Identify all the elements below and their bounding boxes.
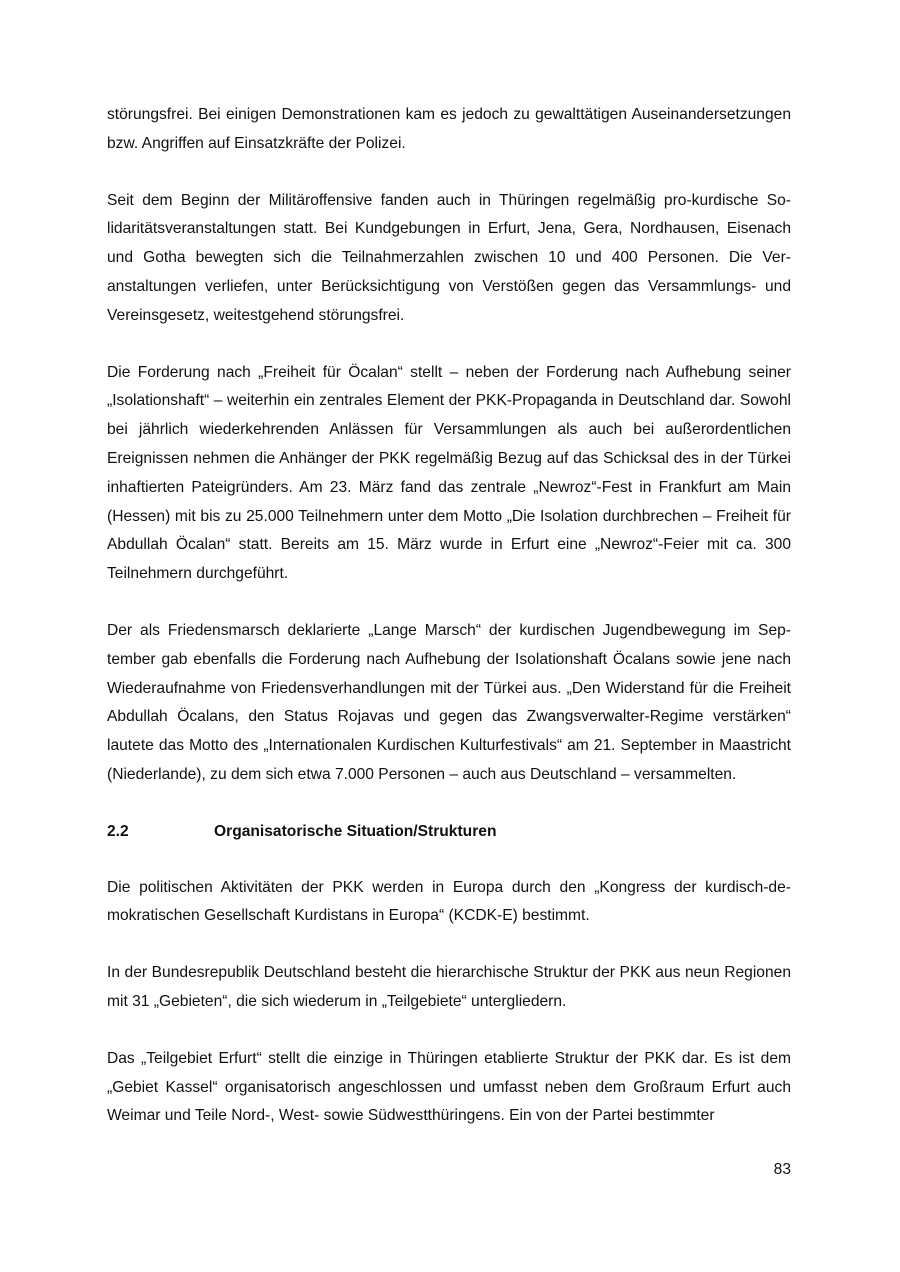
paragraph-7: Das „Teilgebiet Erfurt“ stellt die einzige in Thüringen etablierte Struktur der PKK dar. Es ist dem „Gebiet Kassel“ organisatorisch angeschlossen und umfasst neben dem Großraum Erfurt auch Weimar und Teile Nord-, West- sowie Südwestthüringens. Ein von der Partei bestimmter xyxy=(107,1049,791,1125)
paragraph-6: In der Bundesrepublik Deutschland besteht die hierarchische Struktur der PKK aus neun Regionen mit 31 „Gebieten“, die sich wiederum in „Teilgebiete“ untergliedern. xyxy=(107,964,791,1010)
page-number: 83 xyxy=(773,1161,791,1178)
document-page xyxy=(107,101,791,1159)
paragraph-3: Die Forderung nach „Freiheit für Öcalan“ stellt – neben der Forderung nach Aufhebung seiner „Isolationshaft“ – weiterhin ein zentrales Element der PKK-Propaganda in Deutschland dar. Sowohl bei jährlich wiederkehrenden Anlässen für Versammlungen als auch bei außerordentlichen Ereignissen nehmen die Anhänger der PKK regelmäßig Bezug auf das Schicksal des in der Türkei inhaftierten Pateigründers. Am 23. März fand das zentrale „Newroz“-Fest in Frankfurt am Main (Hessen) mit bis zu 25.000 Teilnehmern unter dem Motto „Die Isolation durchbrechen – Freiheit für Abdullah Öcalan“ statt. Bereits am 15. März wurde in Erfurt eine „Newroz“-Feier mit ca. 300 Teilnehmern durchgeführt. xyxy=(107,363,791,583)
paragraph-1: störungsfrei. Bei einigen Demonstrationen kam es jedoch zu gewalttätigen Auseinandersetzungen bzw. Angriffen auf Einsatzkräfte der Polizei. xyxy=(107,106,791,152)
paragraph-5: Die politischen Aktivitäten der PKK werden in Europa durch den „Kongress der kurdisch-demokratischen Gesellschaft Kurdistans in Europa“ (KCDK-E) bestimmt. xyxy=(107,878,791,925)
paragraph-4: Der als Friedensmarsch deklarierte „Lange Marsch“ der kurdischen Jugendbewegung im September gab ebenfalls die Forderung nach Aufhebung der Isolationshaft Öcalans sowie jene nach Wiederaufnahme von Friedensverhandlungen mit der Türkei aus. „Den Widerstand für die Freiheit Abdullah Öcalans, den Status Rojavas und gegen das Zwangsverwalter-Regime verstärken“ lautete das Motto des „Internationalen Kurdischen Kulturfestivals“ am 21. September in Maastricht (Niederlande), zu dem sich etwa 7.000 Personen – auch aus Deutschland – versammelten. xyxy=(107,621,791,783)
section-number: 2.2 xyxy=(107,822,129,840)
section-heading xyxy=(107,818,791,847)
section-title: Organisatorische Situation/Strukturen xyxy=(214,822,497,840)
paragraph-2: Seit dem Beginn der Militäroffensive fanden auch in Thüringen regelmäßig pro-kurdische Solidaritätsveranstaltungen statt. Bei Kundgebungen in Erfurt, Jena, Gera, Nordhausen, Eisenach und Gotha bewegten sich die Teilnahmerzahlen zwischen 10 und 400 Personen. Die Veranstaltungen verliefen, unter Berücksichtigung von Verstößen gegen das Versammlungs- und Vereinsgesetz, weitestgehend störungsfrei. xyxy=(107,191,791,324)
